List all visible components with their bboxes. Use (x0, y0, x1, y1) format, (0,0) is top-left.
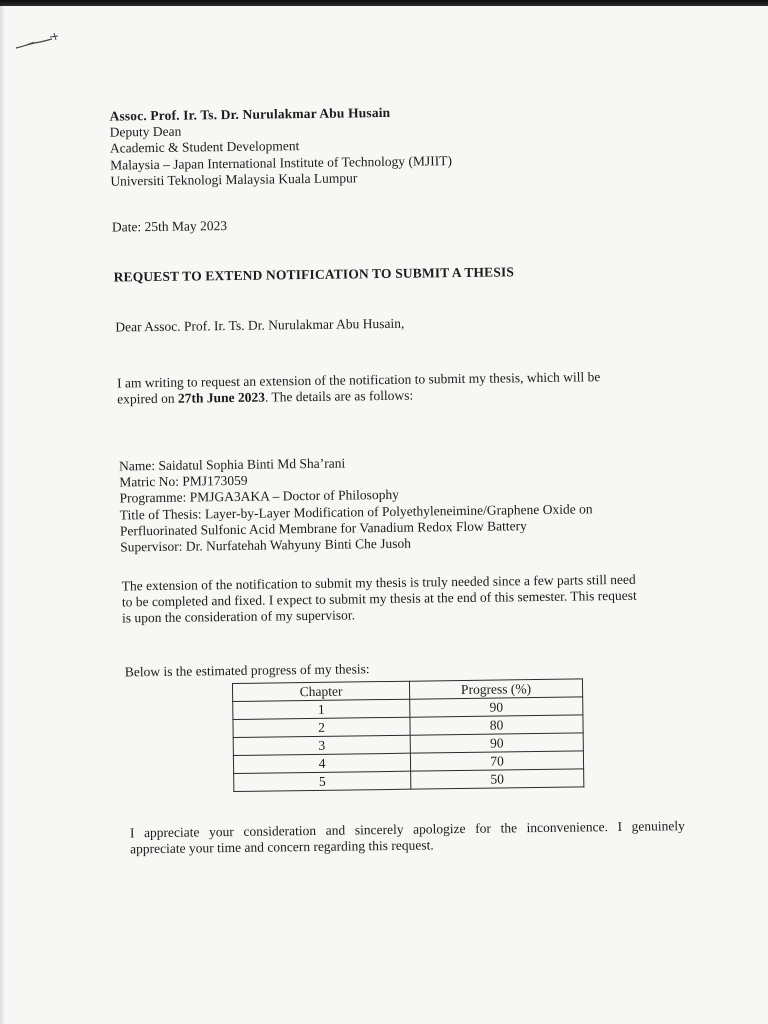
thesis-title-line-2: Perfluorinated Sulfonic Acid Membrane for Vanadium Redox Flow Battery (119, 517, 527, 539)
thesis-title-line-1: Title of Thesis: Layer-by-Layer Modification of Polyethyleneimine/Graphene Oxide on (119, 500, 593, 523)
progress-cell: 80 (410, 715, 583, 735)
reason-line-3: is upon the consideration of my supervisor. (122, 607, 356, 626)
letter-subject: REQUEST TO EXTEND NOTIFICATION TO SUBMIT A THESIS (113, 264, 515, 285)
letter-date: Date: 25th May 2023 (111, 218, 228, 235)
chapter-cell: 4 (233, 753, 410, 773)
reason-paragraph (122, 571, 723, 627)
intro-line-1: I am writing to request an extension of the notification to submit my thesis, which will be (116, 369, 601, 391)
recipient-block (109, 101, 710, 190)
intro-paragraph (117, 368, 717, 408)
reason-line-1: The extension of the notification to submit my thesis is truly needed since a few parts still need (121, 571, 636, 594)
expiry-date: 27th June 2023 (177, 389, 266, 406)
recipient-position: Deputy Dean (109, 123, 182, 140)
closing-line-2: appreciate your time and concern regarding this request. (130, 837, 434, 857)
progress-cell: 90 (410, 697, 583, 717)
scan-left-shadow (0, 6, 5, 1024)
chapter-header: Chapter (232, 681, 409, 701)
scan-top-edge (0, 0, 768, 6)
intro-suffix: . The details are as follows: (264, 387, 414, 405)
chapter-cell: 1 (233, 699, 410, 719)
progress-header: Progress (%) (409, 679, 582, 699)
chapter-cell: 3 (233, 735, 410, 755)
matric-number: Matric No: PMJ173059 (119, 473, 248, 490)
recipient-department: Academic & Student Development (109, 138, 300, 156)
student-name: Name: Saidatul Sophia Binti Md Sha’rani (119, 455, 346, 474)
supervisor: Supervisor: Dr. Nurfatehah Wahyuny Binti Che Jusoh (120, 535, 412, 555)
progress-cell: 50 (411, 769, 584, 789)
recipient-name: Assoc. Prof. Ir. Ts. Dr. Nurulakmar Abu Husain (109, 104, 391, 124)
programme: Programme: PMJGA3AKA – Doctor of Philosophy (119, 487, 399, 506)
intro-prefix: expired on (117, 390, 179, 407)
recipient-institute: Malaysia – Japan International Institute of Technology (MJIIT) (110, 152, 453, 173)
table-intro: Below is the estimated progress of my thesis: (124, 661, 370, 680)
salutation: Dear Assoc. Prof. Ir. Ts. Dr. Nurulakmar Abu Husain, (115, 315, 405, 335)
progress-cell: 70 (410, 751, 583, 771)
closing-paragraph (130, 818, 685, 858)
student-details (119, 451, 720, 556)
closing-line-1: I appreciate your consideration and sincerely apologize for the inconvenience. I genuinely (129, 818, 685, 841)
progress-table (232, 678, 584, 792)
pen-mark-icon (14, 30, 64, 52)
chapter-cell: 5 (234, 771, 411, 791)
recipient-university: Universiti Teknologi Malaysia Kuala Lumpur (110, 170, 358, 189)
chapter-cell: 2 (233, 717, 410, 737)
progress-cell: 90 (410, 733, 583, 753)
table-row (234, 769, 584, 792)
reason-line-2: to be completed and fixed. I expect to submit my thesis at the end of this semester. This request (121, 587, 637, 610)
